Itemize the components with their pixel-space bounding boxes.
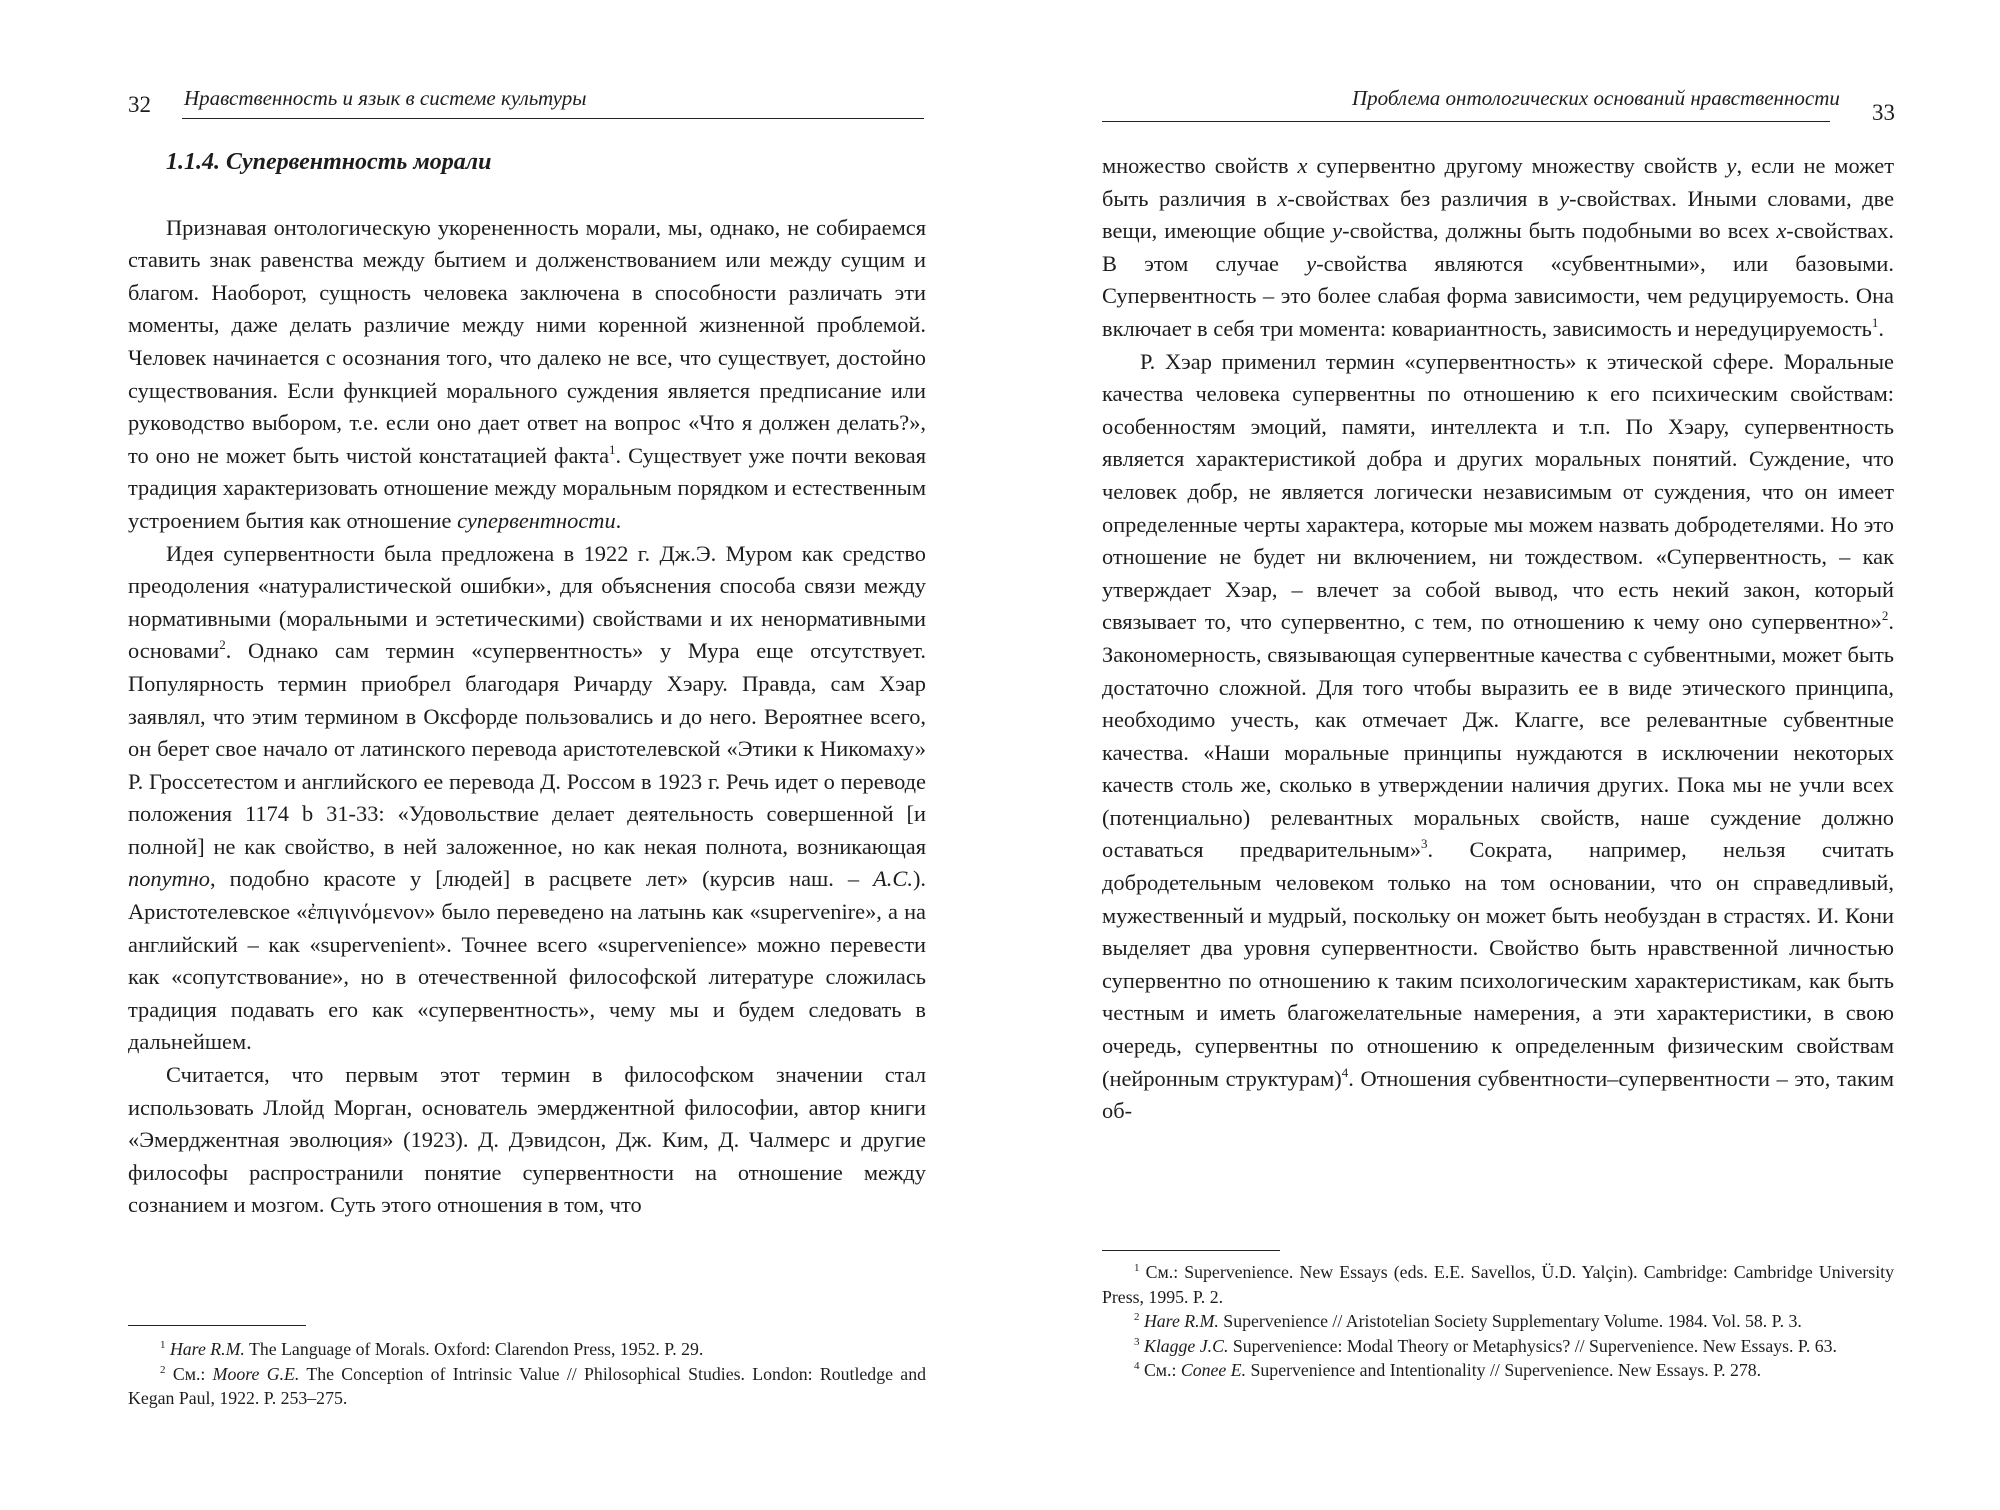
italic-text: Hare R.M. [169, 1339, 245, 1359]
main-text [1102, 150, 1894, 1128]
text-run: множество свойств [1102, 153, 1298, 178]
text-run: супервентно другому множеству свойств [1307, 153, 1727, 178]
header-rule [182, 118, 924, 119]
footnotes [128, 1337, 926, 1411]
footnote-rule [128, 1325, 306, 1326]
italic-text: x [1277, 185, 1288, 211]
text-run: См.: Supervenience. New Essays (eds. E.E. Savellos, Ü.D. Yalçin). Cambridge: Cambridge University Press, 1995. P. 2. [1102, 1262, 1894, 1307]
text-run: См.: [165, 1363, 213, 1384]
text-run: -свойства, должны быть подобными во всех [1342, 218, 1777, 244]
italic-text: y [1306, 250, 1317, 276]
section-title: 1.1.4. Супервентность морали [166, 149, 492, 175]
italic-text: y [1332, 218, 1343, 244]
footnote [128, 1337, 926, 1362]
italic-text: попутно [128, 866, 210, 892]
page-number: 33 [1872, 100, 1895, 125]
footnote-ref: 2 [219, 637, 226, 653]
text-run: См.: [1139, 1360, 1181, 1380]
text-run: The Language of Morals. Oxford: Clarendon Press, 1952. P. 29. [244, 1339, 704, 1359]
italic-text: x [1297, 153, 1308, 178]
italic-text: супервентности [457, 507, 616, 533]
italic-text: Moore G.E. [212, 1363, 300, 1384]
text-run: -свойствах. Иными словами, две вещи, имеющие общие [1102, 185, 1895, 244]
italic-text: y [1559, 185, 1570, 211]
footnote [1102, 1260, 1894, 1309]
text-run: -свойства являются «субвентными», или базовыми. Супервентность – это более слабая форма зависимости, чем редуцируемость. Она включает в себя три момента: ковариантность, зависимость и нередуцируемость [1102, 250, 1894, 341]
footnote-ref: 4 [1341, 1064, 1349, 1080]
italic-text: Hare R.M. [1143, 1311, 1219, 1331]
italic-text: А.С. [873, 866, 913, 892]
text-run: . Сократа, например, нельзя считать добродетельным человеком только на том основании, что он справедливый, мужественный и мудрый, поскольку он может быть необуздан в страстях. И. Кони выделяет два уровня супервентности. Свойство быть нравственной личностью супервентно по отношению к таким психологическим характеристикам, как быть честным и иметь благожелательные намерения, а эти характеристики, в свою очередь, супервентны по отношению к определенным физическим свойствам (нейронным структурам) [1102, 837, 1894, 1091]
text-run: Считается, что первым этот термин в философском значении стал использовать Ллойд Морган, основатель эмерджентной философии, автор книги «Эмерджентная эволюция» (1923). Д. Дэвидсон, Дж. Ким, Д. Чалмерс и другие философы распространили понятие супервентности на отношение между сознанием и мозгом. Суть этого отношения в том, что [128, 1062, 926, 1218]
footnote-ref: 3 [1421, 836, 1428, 852]
text-run: . Однако сам термин «супервентность» у Мура еще отсутствует. Популярность термин приобрел благодаря Ричарду Хэару. Правда, сам Хэар заявлял, что этим термином в Оксфорде пользовались и до него. Вероятнее всего, он берет свое начало от латинского перевода аристотелевской «Этики к Никомаху» Р. Гроссетестом и английского ее перевода Д. Россом в 1923 г. Речь идет о переводе положения 1174 b 31-33: «Удовольствие делает деятельность совершенной [и полной] не как свойство, в ней заложенное, но как некая полнота, возникающая [128, 638, 926, 859]
footnote [1102, 1334, 1894, 1359]
italic-text: x [1776, 218, 1787, 244]
footnote-ref: 1 [1134, 1262, 1140, 1274]
italic-text: Conee E. [1180, 1360, 1247, 1380]
page-number: 32 [128, 92, 151, 117]
text-run: The Conception of Intrinsic Value // Philosophical Studies. London: Routledge and Kegan Paul, 1922. P. 253–275. [128, 1363, 926, 1408]
text-run: Р. Хэар применил термин «супервентность» к этической сфере. Моральные качества человека супервентны по отношению к его психическим свойствам: особенностям эмоций, памяти, интеллекта и т.п. По Хэару, супервентность является характеристикой добра и других моральных понятий. Суждение, что человек добр, не является логически независимым от суждения, что он имеет определенные черты характера, которые мы можем назвать добродетелями. Но это отношение не будет ни включением, ни тождеством. «Супервентность, – как утверждает Хэар, – влечет за собой вывод, что есть некий закон, который связывает то, что супервентно, с тем, по отношению к чему оно супервентно» [1102, 348, 1894, 635]
text-run: . [1878, 315, 1884, 341]
text-run: Идея супервентности была предложена в 1922 г. Дж.Э. Муром как средство преодоления «натуралистической ошибки», для объяснения способа связи между нормативными (моральными и эстетическими) свойствами и их ненормативными основами [128, 540, 926, 664]
text-run: -свойствах без различия в [1287, 185, 1560, 211]
text-run: ). Аристотелевское «ἐπιγινόμενον» было переведено на латынь как «supervenire», а на английский – как «supervenient». Точнее всего «supervenience» можно перевести как «сопутствование», но в отечественной философской литературе сложилась традиция подавать его как «супервентность», чему мы и будем следовать в дальнейшем. [128, 866, 926, 1055]
footnote [1102, 1358, 1894, 1383]
footnotes [1102, 1260, 1894, 1383]
italic-text: y [1726, 153, 1737, 178]
text-run: . [615, 507, 622, 533]
paragraph [1102, 346, 1894, 1128]
footnote-ref: 1 [609, 441, 616, 457]
paragraph [128, 1059, 926, 1222]
text-run: Supervenience and Intentionality // Supervenience. New Essays. P. 278. [1246, 1360, 1762, 1380]
header-rule [1102, 121, 1830, 122]
text-run: , подобно красоте у [людей] в расцвете лет» (курсив наш. – [210, 866, 874, 892]
right-page [1000, 0, 2000, 1510]
footnote [1102, 1309, 1894, 1334]
footnote-ref: 2 [1881, 608, 1889, 624]
text-run: , если не может быть различия в [1102, 153, 1894, 211]
footnote-ref: 4 [1134, 1360, 1140, 1372]
text-run: -свойствах. В этом случае [1102, 218, 1894, 276]
text-run: . Отношения субвентности–супервентности – это, таким об- [1102, 1065, 1894, 1124]
footnote-ref: 1 [1871, 314, 1879, 330]
text-run: Supervenience // Aristotelian Society Supplementary Volume. 1984. Vol. 58. P. 3. [1218, 1311, 1802, 1331]
main-text [128, 146, 926, 1222]
footnote-ref: 3 [1134, 1335, 1140, 1348]
text-run: Признавая онтологическую укорененность морали, мы, однако, не собираемся ставить знак равенства между бытием и долженствованием или между сущим и благом. Наоборот, сущность человека заключена в способности различать эти моменты, даже делать различие между ними коренной жизненной проблемой. Человек начинается с осознания того, что далеко не все, что существует, достойно существования. Если функцией морального суждения является предписание или руководство выбором, т.е. если оно дает ответ на вопрос «Что я должен делать?», то оно не может быть чистой констатацией факта [128, 214, 926, 468]
text-run: Supervenience: Modal Theory or Metaphysics? // Supervenience. New Essays. P. 63. [1228, 1335, 1837, 1356]
paragraph [1102, 150, 1894, 346]
footnote-ref: 1 [160, 1339, 166, 1351]
footnote-ref: 2 [160, 1363, 166, 1376]
italic-text: Klagge J.C. [1143, 1335, 1229, 1356]
running-title: Проблема онтологических оснований нравственности [1352, 86, 1840, 110]
paragraphs [1102, 150, 1894, 1128]
footnote-rule [1102, 1250, 1280, 1251]
footnote-ref: 2 [1134, 1311, 1140, 1323]
paragraph [128, 212, 926, 538]
paragraph [128, 538, 926, 1060]
text-run: . Закономерность, связывающая супервентные качества с субвентными, может быть достаточно сложной. Для того чтобы выразить ее в виде этического принципа, необходимо учесть, как отмечает Дж. Клагге, все релевантные субвентные качества. «Наши моральные принципы нуждаются в исключении некоторых качеств столь же, сколько в утверждении наличия других. Пока мы не учли всех (потенциально) релевантных моральных свойств, наше суждение должно оставаться предварительным» [1102, 609, 1894, 863]
paragraphs [128, 212, 926, 1222]
text-run: . Существует уже почти вековая традиция характеризовать отношение между моральным порядком и естественным устроением бытия как отношение [128, 442, 926, 533]
footnote [128, 1362, 926, 1411]
running-title: Нравственность и язык в системе культуры [184, 86, 587, 110]
